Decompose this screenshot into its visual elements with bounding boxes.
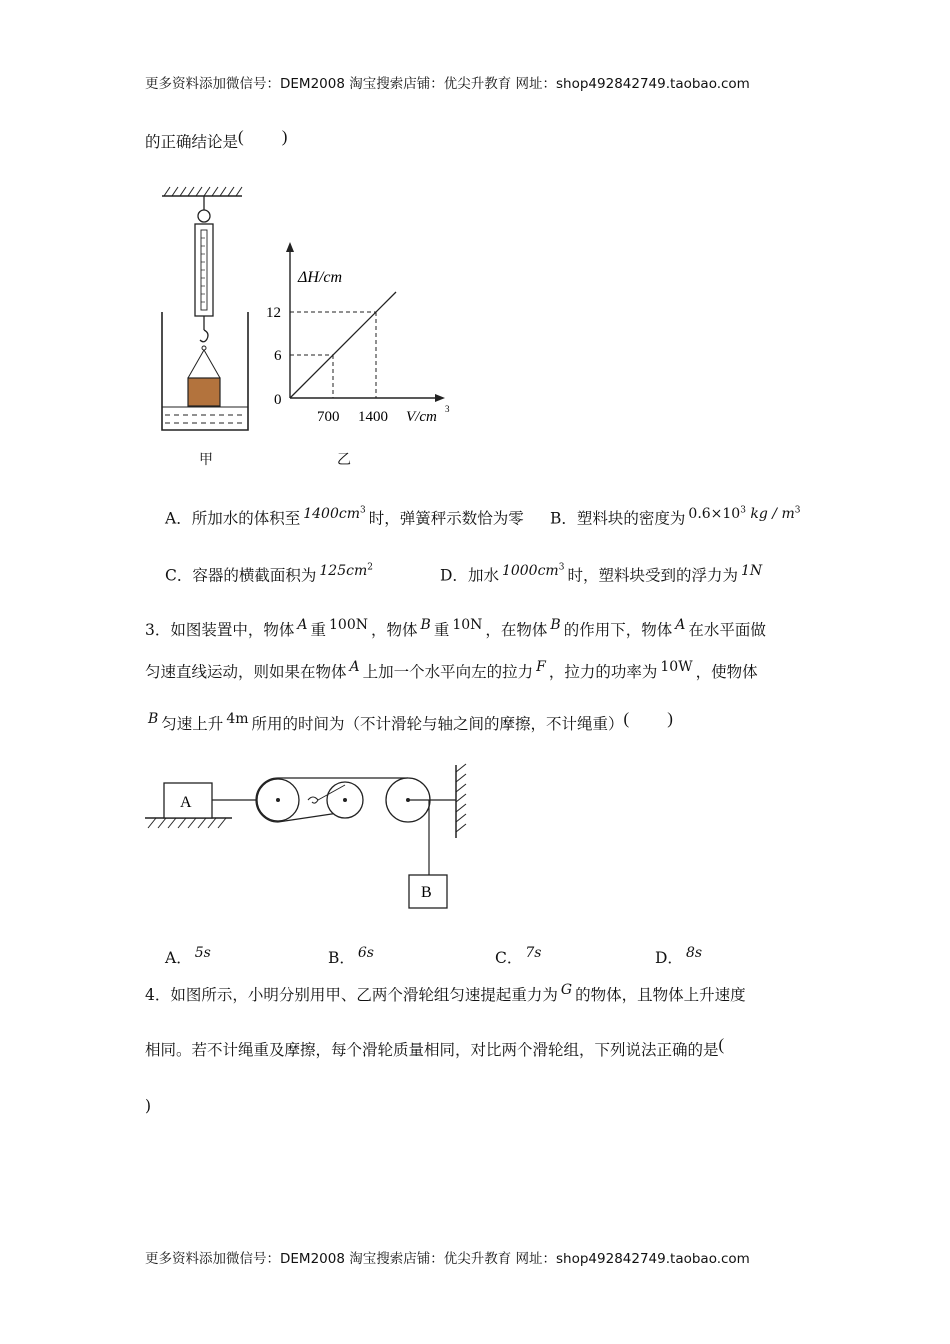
q3-option-a[interactable]: A． 5s — [165, 945, 211, 967]
page-footer: 更多资料添加微信号：DEM2008 淘宝搜索店铺：优尖升教育 网址：shop492842749.taobao.com — [145, 1251, 750, 1267]
graph-x-tick-1400: 1400 — [358, 409, 388, 425]
q3-option-d[interactable]: D． 8s — [655, 945, 703, 967]
q3-stem-line1: 3．如图装置中，物体 A 重 100N ，物体 B 重 10N ，在物体 B 的作用下，物体 A 在水平面做 — [145, 617, 766, 639]
q2-option-b[interactable]: B．塑料块的密度为 $0.6\times 10^3$ kg / $m^3$ — [550, 505, 801, 528]
q2-stem-tail — [145, 127, 288, 152]
figure-graph — [262, 240, 457, 440]
graph-y-tick-12: 12 — [266, 305, 281, 321]
q4-stem-line3: ) — [145, 1097, 152, 1115]
q3-option-c[interactable]: C． 7s — [495, 945, 542, 967]
answer-paren: ( ) — [238, 127, 288, 146]
answer-paren: ( ) — [623, 709, 673, 728]
caption-yi: 乙 — [337, 452, 351, 468]
page-header: 更多资料添加微信号：DEM2008 淘宝搜索店铺：优尖升教育 网址：shop492842749.taobao.com — [145, 76, 750, 92]
q2-option-c[interactable]: C．容器的横截面积为 $125cm^2$ — [165, 562, 373, 585]
graph-y-tick-6: 6 — [274, 348, 282, 364]
graph-y-axis-label: ΔH/cm — [298, 269, 343, 286]
graph-x-tick-700: 700 — [317, 409, 340, 425]
q2-stem-text: 的正确结论是 — [145, 133, 239, 151]
answer-paren-open: ( — [718, 1035, 725, 1054]
q3-option-b[interactable]: B． 6s — [328, 945, 374, 967]
q2-option-d[interactable]: D．加水 $1000cm^3$ 时，塑料块受到的浮力为 1N — [440, 562, 763, 585]
q4-stem-line1: 4．如图所示，小明分别用甲、乙两个滑轮组匀速提起重力为 G 的物体，且物体上升速度 — [145, 982, 746, 1004]
graph-origin-label: 0 — [274, 392, 282, 408]
figure-spring-scale — [150, 182, 260, 437]
graph-x-axis-exp: 3 — [445, 404, 450, 414]
q4-stem-line2: 相同。若不计绳重及摩擦，每个滑轮质量相同，对比两个滑轮组，下列说法正确的是( — [145, 1035, 725, 1059]
graph-x-axis-label: V/cm — [406, 409, 437, 425]
figure-pulley-system — [140, 760, 480, 915]
q2-option-a[interactable]: A．所加水的体积至 $1400cm^3$ 时，弹簧秤示数恰为零 — [165, 505, 524, 528]
q3-stem-line2: 匀速直线运动，则如果在物体 A 上加一个水平向左的拉力 F ，拉力的功率为 10W ，使物体 — [145, 659, 758, 681]
label-b: B — [421, 884, 432, 901]
q3-stem-line3: B 匀速上升 4m 所用的时间为（不计滑轮与轴之间的摩擦，不计绳重）( ) — [148, 709, 673, 733]
caption-jia: 甲 — [199, 452, 213, 468]
label-a: A — [180, 794, 192, 811]
